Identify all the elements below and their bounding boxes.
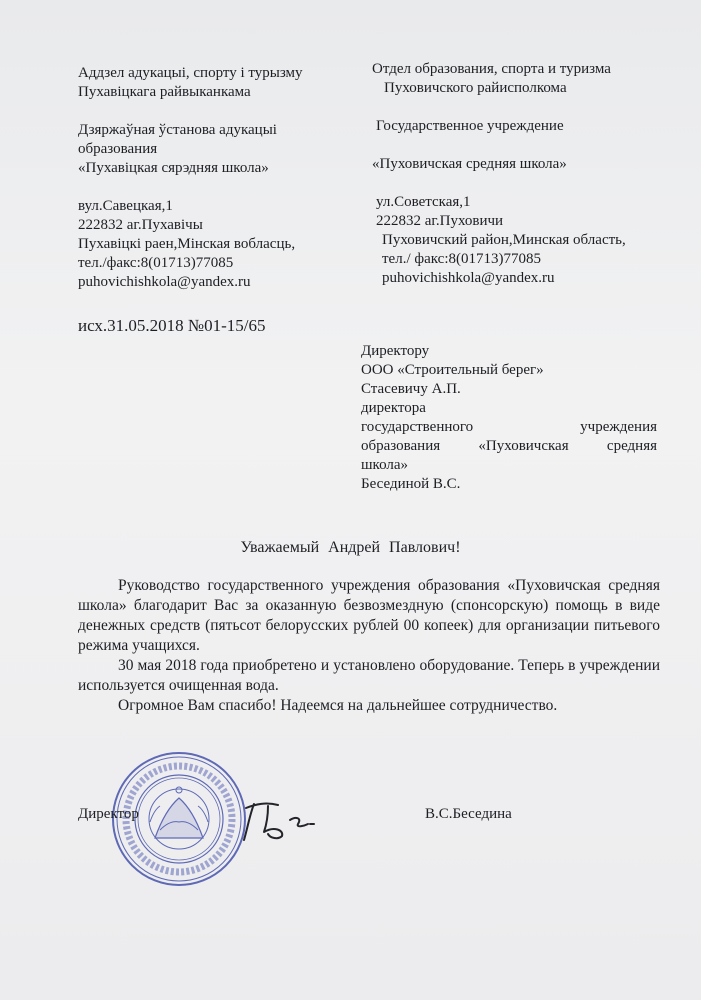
header-left — [78, 64, 303, 292]
outgoing-number: исх.31.05.2018 №01-15/65 — [78, 316, 266, 335]
header-right-inst-line2: «Пуховичская средняя школа» — [372, 156, 567, 172]
header-right-email: puhovichishkola@yandex.ru — [382, 270, 555, 286]
header-right-addr-line3: Пуховичский район,Минская область, — [382, 232, 626, 248]
addressee-block — [361, 342, 657, 494]
header-right-inst-line1: Государственное учреждение — [376, 118, 564, 134]
header-left-addr-line4: тел./факс:8(01713)77085 — [78, 255, 234, 271]
addressee-line4: директора — [361, 400, 426, 416]
header-right-addr-line1: ул.Советская,1 — [376, 194, 471, 210]
header-left-inst-line3: «Пухавіцкая сярэдняя школа» — [78, 160, 269, 176]
header-right-org-line2: Пуховичского райисполкома — [384, 80, 567, 96]
addressee-line5: государственного учреждения — [361, 419, 657, 435]
handwritten-signature — [238, 796, 348, 846]
addressee-line3: Стасевичу А.П. — [361, 381, 461, 397]
addressee-line7: школа» — [361, 457, 409, 473]
header-left-addr-line1: вул.Савецкая,1 — [78, 198, 173, 214]
addressee-line6: образования «Пуховичская средняя — [361, 438, 657, 454]
header-left-addr-line2: 222832 аг.Пухавічы — [78, 217, 203, 233]
body-paragraph-2: 30 мая 2018 года приобретено и установлено оборудование. Теперь в учреждении используется очищенная вода. — [78, 657, 660, 694]
header-left-addr-line3: Пухавіцкі раен,Мінская вобласць, — [78, 236, 296, 252]
salutation: Уважаемый Андрей Павлович! — [240, 539, 461, 556]
signature-title: Директор — [78, 806, 139, 822]
addressee-line2: ООО «Строительный берег» — [361, 362, 544, 378]
signature-name: В.С.Беседина — [425, 806, 512, 822]
addressee-line8: Бесединой В.С. — [361, 476, 461, 492]
header-right — [372, 60, 626, 288]
body-paragraph-1: Руководство государственного учреждения образования «Пуховичская средняя школа» благодарит Вас за оказанную безвозмездную (спонсорскую) помощь в виде денежных средств (пятьсот белорусских рублей 00 копеек) для организации питьевого режима учащихся. — [78, 577, 660, 654]
header-right-addr-line4: тел./ факс:8(01713)77085 — [382, 251, 541, 267]
header-right-addr-line2: 222832 аг.Пуховичи — [376, 213, 504, 229]
body-paragraph-3: Огромное Вам спасибо! Надеемся на дальнейшее сотрудничество. — [118, 697, 558, 714]
letter-body — [78, 576, 660, 716]
header-left-email: puhovichishkola@yandex.ru — [78, 274, 251, 290]
header-left-org-line1: Аддзел адукацыі, спорту і турызму — [78, 65, 303, 81]
header-right-org-line1: Отдел образования, спорта и туризма — [372, 61, 611, 77]
header-left-inst-line2: образования — [78, 141, 158, 157]
header-left-inst-line1: Дзяржаўная ўстанова адукацыі — [78, 122, 277, 138]
addressee-line1: Директору — [361, 343, 430, 359]
header-left-org-line2: Пухавіцкага райвыканкама — [78, 84, 251, 100]
